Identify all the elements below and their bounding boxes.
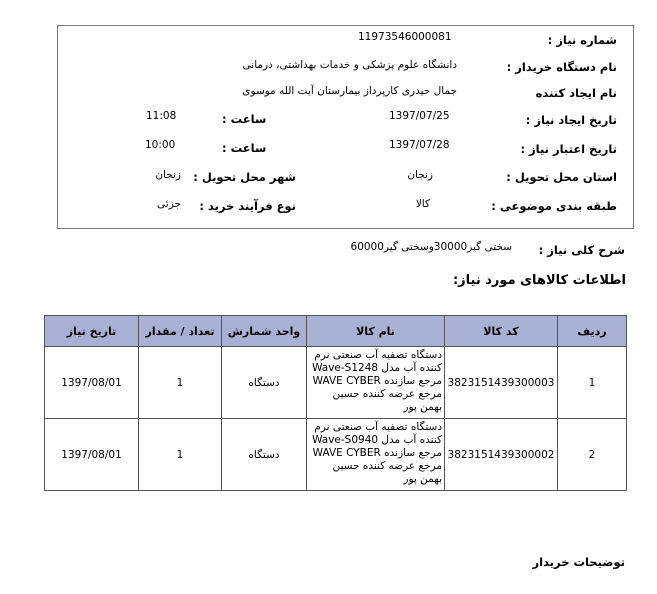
need-number-label: شماره نیاز : — [547, 33, 617, 47]
category-label: طبقه بندی موضوعی : — [491, 199, 617, 213]
valid-time-label: ساعت : — [222, 141, 267, 155]
cell-unit: دستگاه — [222, 347, 307, 419]
need-number: 11973546000081 — [358, 31, 452, 43]
province-label: استان محل تحویل : — [506, 170, 617, 184]
buyer-notes-label: توضیحات خریدار — [532, 555, 625, 569]
items-section-title: اطلاعات کالاهای مورد نیاز: — [452, 273, 626, 288]
items-table — [44, 315, 627, 491]
process-label: نوع فرآیند خرید : — [199, 199, 296, 213]
cell-date: 1397/08/01 — [45, 347, 139, 419]
col-header-name: نام کالا — [307, 316, 445, 347]
created-time-label: ساعت : — [222, 112, 267, 126]
city: زنجان — [155, 169, 181, 181]
cell-code: 3823151439300003 — [445, 347, 558, 419]
city-label: شهر محل تحویل : — [193, 170, 296, 184]
cell-date: 1397/08/01 — [45, 419, 139, 491]
creator-name: جمال حیدری کارپرداز بیمارستان آیت الله موسوی — [242, 85, 457, 97]
cell-name: دستگاه تصفیه آب صنعتی نرم کننده آب مدل Wave-S0940 مرجع سازنده WAVE CYBER مرجع عرضه کننده حسین بهمن پور — [307, 419, 445, 491]
col-header-row-number: ردیف — [558, 316, 627, 347]
valid-time: 10:00 — [145, 139, 176, 151]
col-header-unit: واحد شمارش — [222, 316, 307, 347]
summary-value: سختی گیر30000وسختی گیر60000 — [350, 241, 512, 253]
process: جزئی — [157, 198, 181, 210]
valid-date: 1397/07/28 — [389, 139, 450, 151]
created-date-label: تاریخ ایجاد نیاز : — [525, 113, 617, 127]
cell-row-number: 2 — [558, 419, 627, 491]
creator-label: نام ایجاد کننده — [535, 86, 617, 100]
buyer-label: نام دستگاه خریدار : — [506, 60, 617, 74]
col-header-qty: تعداد / مقدار — [139, 316, 222, 347]
cell-name: دستگاه تصفیه آب صنعتی نرم کننده آب مدل Wave-S1248 مرجع سازنده WAVE CYBER مرجع عرضه کننده حسین بهمن پور — [307, 347, 445, 419]
province: زنجان — [407, 169, 433, 181]
cell-qty: 1 — [139, 347, 222, 419]
cell-row-number: 1 — [558, 347, 627, 419]
category: کالا — [415, 198, 430, 210]
table-row — [45, 347, 627, 419]
created-time: 11:08 — [146, 110, 177, 122]
created-date: 1397/07/25 — [389, 110, 450, 122]
cell-unit: دستگاه — [222, 419, 307, 491]
summary-label: شرح کلی نیاز : — [538, 243, 625, 257]
table-header-row — [45, 316, 627, 347]
col-header-date: تاریخ نیاز — [45, 316, 139, 347]
valid-date-label: تاریخ اعتبار نیاز : — [520, 142, 617, 156]
cell-code: 3823151439300002 — [445, 419, 558, 491]
buyer-name: دانشگاه علوم پزشکی و خدمات بهداشتی، درمانی — [242, 59, 457, 71]
col-header-code: کد کالا — [445, 316, 558, 347]
cell-qty: 1 — [139, 419, 222, 491]
table-row — [45, 419, 627, 491]
